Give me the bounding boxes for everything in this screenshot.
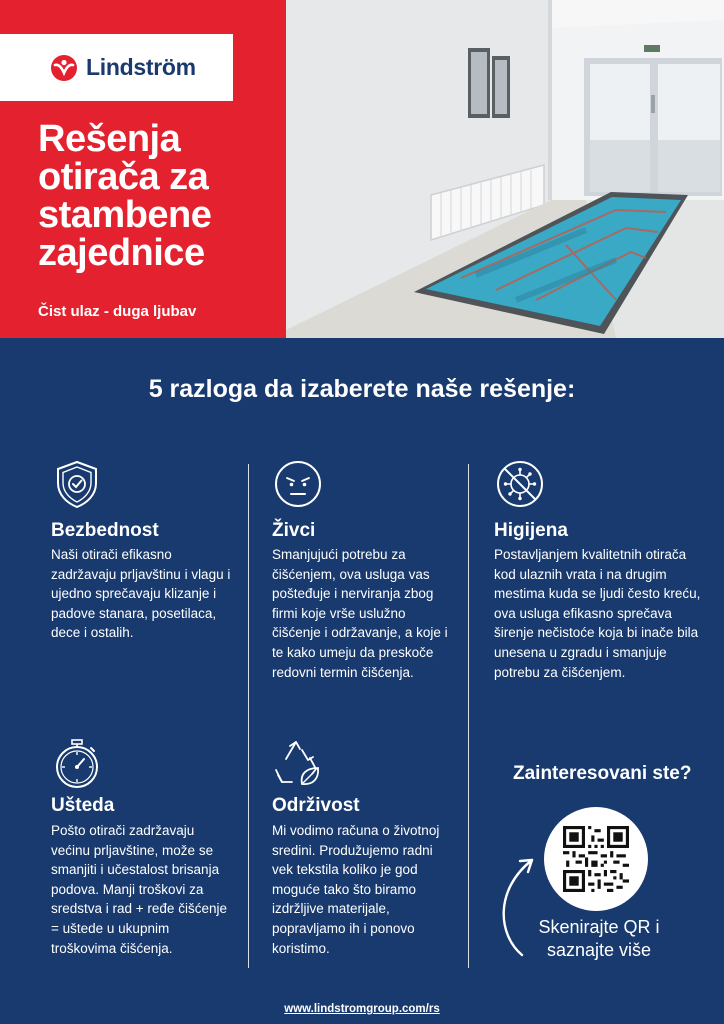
feature-title-higijena: Higijena (494, 520, 568, 541)
feature-text-higijena: Postavljanjem kvalitetnih otirača kod ulaznih vrata i na drugim mestima kuda se ljudi često kreću, ova usluga efikasno sprečava širenje nečistoće koja bi inače bila unesena u zgradu i smanjuje potrebu za čišćenjem. (494, 547, 701, 680)
hero-title: Rešenja otirača za stambene zajednice (38, 118, 212, 274)
footer-website-link[interactable]: www.lindstromgroup.com/rs (284, 1003, 440, 1015)
feature-title-zivci: Živci (272, 520, 316, 541)
brand-logo[interactable] (0, 34, 233, 101)
lindstrom-logo-icon (50, 54, 78, 82)
stopwatch-icon (51, 738, 103, 790)
reasons-section (0, 338, 724, 1024)
feature-title-bezbednost: Bezbednost (51, 520, 159, 541)
feature-title-odrzivost: Održivost (272, 795, 360, 816)
feature-text-usteda: Pošto otirači zadržavaju većinu prljavštine, može se smanjiti i učestalost brisanja podova. Manji troškovi za sredstva i rad + ređe čišćenje = uštede u ukupnim troškovima čišćenja. (51, 823, 227, 956)
recycle-leaf-icon (272, 738, 324, 790)
brand-name: Lindström (86, 54, 196, 80)
hero-banner (0, 0, 724, 338)
frustrated-face-icon (272, 458, 324, 510)
hero-tagline: Čist ulaz - duga ljubav (38, 303, 197, 320)
shield-check-icon (51, 458, 103, 510)
qr-code-icon (563, 826, 629, 892)
feature-text-odrzivost: Mi vodimo računa o životnoj sredini. Produžujemo radni vek tekstila koliko je god moguće tako što biramo izdržljive materijale, popravljamo ih i ponovo koristimo. (272, 823, 440, 956)
column-divider-1 (248, 464, 249, 968)
feature-title-usteda: Ušteda (51, 795, 115, 816)
qr-code[interactable] (544, 807, 648, 911)
hallway-doormat-photo (286, 0, 724, 338)
feature-text-zivci: Smanjujući potrebu za čišćenjem, ova usluga vas pošteđuje i nerviranja zbog firmi koje vrše uslužno čišćenje i održavanje, a koje i te kako umeju da preskoče redovni termin čišćenja. (272, 547, 448, 680)
column-divider-2 (468, 464, 469, 968)
feature-text-bezbednost: Naši otirači efikasno zadržavaju prljavštinu i vlagu i ujedno sprečavaju klizanje i padove stanara, posetilaca, dece i ostalih. (51, 547, 231, 641)
section-heading: 5 razloga da izaberete naše rešenje: (148, 375, 576, 403)
cta-subtitle: Skenirajte QR i saznajte više (538, 917, 660, 960)
virus-blocked-icon (494, 458, 546, 510)
hero-red-panel (0, 0, 286, 338)
cta-title: Zainteresovani ste? (513, 763, 692, 784)
